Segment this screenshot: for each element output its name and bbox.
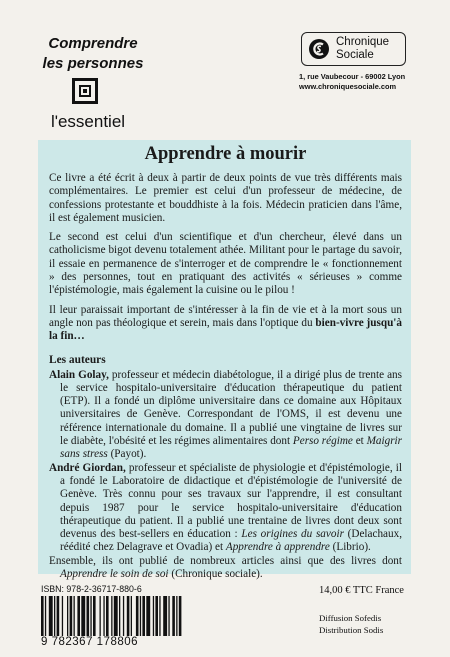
book-origines-du-savoir: Les origines du savoir [241, 528, 344, 541]
barcode-bar [131, 596, 132, 636]
publisher-address [299, 72, 419, 92]
book-perso-regime: Perso régime [292, 435, 353, 448]
author-name-golay: Alain Golay, [49, 368, 109, 381]
authors-together-text-2: (Chronique sociale). [168, 568, 263, 581]
barcode-bar [123, 596, 124, 636]
book-apprendre-le-soin-de-soi: Apprendre le soin de soi [60, 568, 169, 581]
barcode-bar [93, 596, 96, 636]
series-line-1: Comprendre [48, 35, 138, 52]
authors-together-text-1: Ensemble, ils ont publié de nombreux articles ainsi que des livres dont [49, 554, 402, 567]
barcode-bar [176, 596, 177, 636]
authors-heading: Les auteurs [49, 353, 106, 366]
publisher-name [336, 36, 389, 62]
barcode-bar [142, 596, 145, 636]
barcode-bar [140, 596, 141, 636]
barcode-bar [106, 596, 109, 636]
author-bio-giordan [49, 462, 402, 555]
barcode-bar [119, 596, 120, 636]
summary-paragraph-3-emphasis: bien-vivre jusqu'à la fin… [49, 316, 402, 343]
barcode-bar [41, 596, 44, 636]
barcode-bar [87, 596, 90, 636]
barcode-bar [77, 596, 80, 636]
publisher-cs-icon [308, 38, 330, 60]
isbn-label: ISBN: 978-2-36717-880-6 [41, 584, 142, 594]
diffusion-label: Diffusion Sofedis [319, 613, 382, 623]
author-bio-giordan-text-3: (Librio). [329, 541, 371, 554]
barcode-bar [90, 596, 91, 636]
book-maigrir-sans-stress: Maigrir sans stress [60, 435, 403, 461]
collection-logo-icon [72, 78, 98, 104]
series-name [38, 34, 148, 74]
barcode-bar [67, 596, 68, 636]
publisher-name-line-1: Chronique [336, 36, 390, 48]
barcode-bar [103, 596, 104, 636]
barcode-bar [74, 596, 75, 636]
barcode-bar [114, 596, 118, 636]
series-line-2: les personnes [42, 55, 144, 72]
barcode-bar [54, 596, 55, 636]
collection-name: l'essentiel [50, 112, 126, 131]
distribution-label: Distribution Sodis [319, 625, 384, 635]
barcode-bar [179, 596, 182, 636]
barcode-icon [41, 596, 237, 636]
publisher-name-line-2: Sociale [336, 49, 374, 61]
barcode-bar [159, 596, 160, 636]
summary-paragraph-1: Ce livre a été écrit à deux à partir de deux points de vue très différents mais complémentaires. Le premier est celui d'un professeur de médecine, de confessions protestante et bouddhiste à la fois. Médecin praticien dans l'âme, il est également musicien. [49, 172, 402, 224]
publisher-logo [301, 32, 406, 66]
barcode-bar [172, 596, 175, 636]
author-name-giordan: André Giordan, [49, 461, 126, 474]
barcode-bar [111, 596, 112, 636]
price-label: 14,00 € TTC France [319, 585, 404, 596]
barcode-bar [153, 596, 154, 636]
publisher-street: 1, rue Vaubecour - 69002 Lyon [299, 72, 406, 81]
distribution-info [319, 612, 383, 636]
barcode-bar [136, 596, 139, 636]
author-bio-golay-text-2: (Payot). [107, 448, 147, 461]
barcode-bar [155, 596, 158, 636]
author-bio-golay [49, 369, 402, 462]
author-bio-giordan-text-2: (Delachaux, réédité chez Delagrave et Ovadia) et [60, 528, 402, 554]
summary-paragraph-3-text: Il leur paraissait important de s'intéresser à la fin de vie et à la mort sous un angle non pas théologique et serein, mais dans l'optique du [49, 303, 402, 329]
barcode-number: 9 782367 178806 [41, 636, 139, 648]
summary-paragraph-2: Le second est celui d'un scientifique et d'un chercheur, élevé dans un catholicisme bigot devenu totalement athée. Militant pour le partage du savoir, il essaie en permanence de s'interroger et de comprendre le « fonctionnement » des personnes, tout en pratiquant des activités « sérieuses » comme l'épistémologie, mais également la cuisine ou le pilou ! [49, 231, 402, 297]
barcode-bar [168, 596, 169, 636]
barcode-bar [100, 596, 101, 636]
summary-paragraph-3 [49, 304, 402, 344]
barcode-bar [127, 596, 130, 636]
barcode-bar [62, 596, 63, 636]
authors-together [49, 555, 402, 582]
barcode-bar [70, 596, 73, 636]
author-bio-golay-text-1: professeur et médecin diabétologue, il a dirigé plus de trente ans le service hospitalo-universitaire d'éducation thérapeutique du patient (ETP). Il a fondé un diplôme universitaire dans ce domaine aux Hôpitaux universitaires de Genève. Correspondant de l'OMS, il est devenu une référence internationale du domaine. Il a publié une vingtaine de livres sur le diabète, l'obésité et les régimes alimentaires dont [60, 368, 402, 448]
book-apprendre-a-apprendre: Apprendre à apprendre [225, 541, 330, 554]
barcode-bar [81, 596, 85, 636]
barcode-bar [163, 596, 167, 636]
back-cover-text-panel [38, 140, 411, 581]
barcode-bar [45, 596, 46, 636]
book-title: Apprendre à mourir [144, 144, 307, 164]
publisher-website: www.chroniquesociale.com [299, 82, 397, 91]
barcode-bar [146, 596, 150, 636]
barcode-bar [57, 596, 60, 636]
author-bio-golay-and: et [352, 435, 367, 448]
barcode-bar [49, 596, 53, 636]
author-bio-giordan-text-1: professeur et spécialiste de physiologie et d'épistémologie, il a fondé le Laboratoire de didactique et d'épistémologie de l'université de Genève. Très connu pour ses travaux sur l'apprendre, il est consultant depuis 1987 pour le service hospitalo-universitaire d'éducation thérapeutique du patient. Il a publié une trentaine de livres dont deux sont devenus des best-sellers en éducation : [60, 461, 402, 541]
